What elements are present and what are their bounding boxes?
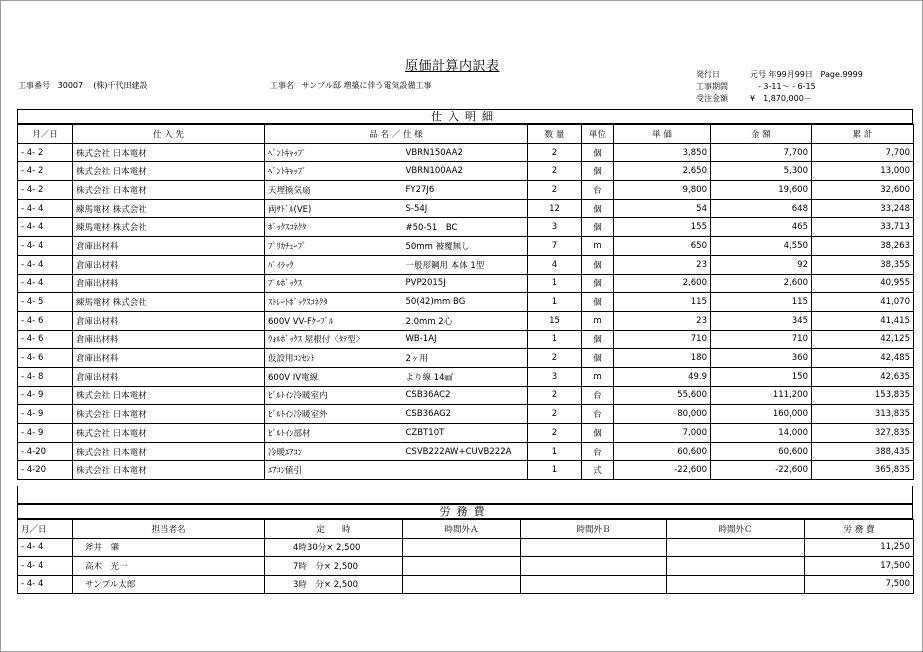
cell-unit: 個 bbox=[582, 199, 614, 218]
issue-date-row bbox=[696, 69, 720, 80]
cell-supplier: 練馬電材 株式会社 bbox=[73, 218, 265, 237]
labor-row bbox=[18, 575, 914, 594]
cell-supplier: 倉庫出材料 bbox=[73, 255, 265, 274]
purchase-row bbox=[18, 293, 914, 312]
cell-qty: 2 bbox=[528, 181, 582, 200]
cell-spec: VBRN150AA2 bbox=[403, 143, 528, 162]
job-no-label: 工事番号 bbox=[18, 81, 50, 90]
cell-qty: 3 bbox=[528, 218, 582, 237]
cell-amount: 4,550 bbox=[711, 237, 812, 256]
cell-qty: 2 bbox=[528, 386, 582, 405]
cell-price: 650 bbox=[614, 237, 711, 256]
cell-date: - 4- 8 bbox=[18, 367, 73, 386]
cell-date: - 4- 9 bbox=[18, 405, 73, 424]
cell-spec: CSB36AG2 bbox=[403, 405, 528, 424]
cell-amount: 345 bbox=[711, 311, 812, 330]
labor-cell-ot-b bbox=[521, 557, 667, 576]
labor-col-cost: 労 務 費 bbox=[805, 520, 914, 539]
cell-supplier: 株式会社 日本電材 bbox=[73, 143, 265, 162]
cell-spec: VBRN100AA2 bbox=[403, 162, 528, 181]
cell-supplier: 倉庫出材料 bbox=[73, 367, 265, 386]
cell-unit: 個 bbox=[582, 218, 614, 237]
cell-item: ﾋﾞﾙﾄｲﾝ冷暖室内 bbox=[265, 386, 403, 405]
cell-unit: 台 bbox=[582, 442, 614, 461]
cell-date: - 4- 4 bbox=[18, 237, 73, 256]
labor-cell-name: サンプル太郎 bbox=[73, 575, 265, 594]
labor-row bbox=[18, 538, 914, 557]
purchase-row bbox=[18, 386, 914, 405]
period-value: - 3-11～ - 6-15 bbox=[758, 82, 816, 91]
cell-total: 365,835 bbox=[812, 461, 914, 480]
labor-cell-regular: 3時 分× 2,500 bbox=[265, 575, 403, 594]
cell-date: - 4- 2 bbox=[18, 143, 73, 162]
cell-item: 冷暖ｴｱｺﾝ bbox=[265, 442, 403, 461]
col-header-price: 単 価 bbox=[614, 125, 711, 144]
cell-unit: 式 bbox=[582, 461, 614, 480]
cell-total: 33,248 bbox=[812, 199, 914, 218]
cell-amount: 150 bbox=[711, 367, 812, 386]
labor-cell-date: - 4- 4 bbox=[18, 538, 73, 557]
cell-amount: 465 bbox=[711, 218, 812, 237]
cell-date: - 4-20 bbox=[18, 442, 73, 461]
cell-date: - 4- 6 bbox=[18, 330, 73, 349]
cell-unit: 台 bbox=[582, 181, 614, 200]
cell-total: 42,125 bbox=[812, 330, 914, 349]
purchase-row bbox=[18, 405, 914, 424]
cell-total: 41,070 bbox=[812, 293, 914, 312]
cell-amount: 360 bbox=[711, 349, 812, 368]
purchase-row bbox=[18, 143, 914, 162]
cell-spec: WB-1AJ bbox=[403, 330, 528, 349]
cell-price: 3,850 bbox=[614, 143, 711, 162]
labor-cell-name: 高木 光一 bbox=[73, 557, 265, 576]
cell-supplier: 株式会社 日本電材 bbox=[73, 181, 265, 200]
job-name-block bbox=[270, 80, 431, 91]
labor-cell-ot-a bbox=[403, 575, 521, 594]
col-header-supplier: 仕 入 先 bbox=[73, 125, 265, 144]
labor-cell-ot-a bbox=[403, 557, 521, 576]
order-amount: ¥ 1,870,000－ bbox=[750, 94, 812, 103]
cell-spec: より線 14㎟ bbox=[403, 367, 528, 386]
purchase-row bbox=[18, 199, 914, 218]
cell-total: 38,355 bbox=[812, 255, 914, 274]
purchase-row bbox=[18, 181, 914, 200]
cell-date: - 4- 2 bbox=[18, 181, 73, 200]
cell-amount: 19,600 bbox=[711, 181, 812, 200]
col-header-qty: 数 量 bbox=[528, 125, 582, 144]
col-header-total: 累 計 bbox=[812, 125, 914, 144]
cell-spec: PVP2015J bbox=[403, 274, 528, 293]
labor-cell-regular: 7時 分× 2,500 bbox=[265, 557, 403, 576]
cell-supplier: 倉庫出材料 bbox=[73, 274, 265, 293]
document-title: 原価計算内訳表 bbox=[405, 59, 500, 74]
labor-section-title: 労務費 bbox=[17, 504, 913, 519]
cell-date: - 4- 6 bbox=[18, 311, 73, 330]
cell-unit: 個 bbox=[582, 255, 614, 274]
labor-col-ot-b: 時間外Ｂ bbox=[521, 520, 667, 539]
cell-price: 155 bbox=[614, 218, 711, 237]
cell-amount: 5,300 bbox=[711, 162, 812, 181]
cell-qty: 1 bbox=[528, 293, 582, 312]
col-header-item: 品 名 ／ 仕 様 bbox=[265, 125, 528, 144]
labor-cell-ot-a bbox=[403, 538, 521, 557]
cell-item: 天埋換気扇 bbox=[265, 181, 403, 200]
cell-amount: 648 bbox=[711, 199, 812, 218]
cell-total: 153,835 bbox=[812, 386, 914, 405]
cell-unit: m bbox=[582, 311, 614, 330]
cell-item: ﾌﾟﾙﾎﾞｯｸｽ bbox=[265, 274, 403, 293]
cell-supplier: 倉庫出材料 bbox=[73, 311, 265, 330]
cell-item: ﾍﾞﾝﾄｷｬｯﾌﾟ bbox=[265, 162, 403, 181]
purchases-section-title: 仕入明細 bbox=[17, 109, 913, 124]
cell-date: - 4- 4 bbox=[18, 218, 73, 237]
labor-cell-ot-b bbox=[521, 538, 667, 557]
cell-price: 710 bbox=[614, 330, 711, 349]
cell-spec: 一般形鋼用 本体 1型 bbox=[403, 255, 528, 274]
cell-price: 2,650 bbox=[614, 162, 711, 181]
cell-item: 仮設用ｺﾝｾﾝﾄ bbox=[265, 349, 403, 368]
purchase-header-row bbox=[18, 125, 914, 144]
cell-unit: 個 bbox=[582, 424, 614, 443]
col-header-date: 月／日 bbox=[18, 125, 73, 144]
labor-cell-date: - 4- 4 bbox=[18, 575, 73, 594]
cell-total: 38,263 bbox=[812, 237, 914, 256]
cell-spec: S-54J bbox=[403, 199, 528, 218]
issue-date: 元号 年99月99日 bbox=[750, 70, 813, 79]
cell-date: - 4- 5 bbox=[18, 293, 73, 312]
cell-item: ﾋﾞﾙﾄｲﾝ冷暖室外 bbox=[265, 405, 403, 424]
cell-total: 7,700 bbox=[812, 143, 914, 162]
cell-amount: 60,600 bbox=[711, 442, 812, 461]
cell-price: 54 bbox=[614, 199, 711, 218]
cell-spec: 50(42)mm BG bbox=[403, 293, 528, 312]
cell-supplier: 株式会社 日本電材 bbox=[73, 424, 265, 443]
cell-price: 55,600 bbox=[614, 386, 711, 405]
purchase-row bbox=[18, 442, 914, 461]
cell-qty: 7 bbox=[528, 237, 582, 256]
cell-qty: 12 bbox=[528, 199, 582, 218]
period-label: 工事期間 bbox=[696, 82, 728, 91]
cell-unit: 個 bbox=[582, 274, 614, 293]
cell-price: 2,600 bbox=[614, 274, 711, 293]
cell-qty: 2 bbox=[528, 349, 582, 368]
cell-total: 42,635 bbox=[812, 367, 914, 386]
cell-total: 33,713 bbox=[812, 218, 914, 237]
cell-unit: 個 bbox=[582, 330, 614, 349]
cell-unit: m bbox=[582, 367, 614, 386]
cell-spec: #50-51 BC bbox=[403, 218, 528, 237]
cell-total: 13,000 bbox=[812, 162, 914, 181]
cell-qty: 2 bbox=[528, 424, 582, 443]
purchase-table bbox=[17, 124, 914, 480]
labor-col-ot-a: 時間外Ａ bbox=[403, 520, 521, 539]
purchase-row bbox=[18, 218, 914, 237]
labor-cell-ot-c bbox=[667, 538, 805, 557]
cell-date: - 4- 6 bbox=[18, 349, 73, 368]
cell-qty: 2 bbox=[528, 162, 582, 181]
cell-item: ﾊﾟｲﾗｯｸ bbox=[265, 255, 403, 274]
cell-amount: 7,700 bbox=[711, 143, 812, 162]
labor-col-ot-c: 時間外Ｃ bbox=[667, 520, 805, 539]
client-name: (株)千代田建設 bbox=[93, 81, 148, 90]
cell-supplier: 株式会社 日本電材 bbox=[73, 162, 265, 181]
cell-unit: m bbox=[582, 237, 614, 256]
cell-qty: 2 bbox=[528, 143, 582, 162]
issue-date-label: 発行日 bbox=[696, 70, 720, 79]
labor-cell-date: - 4- 4 bbox=[18, 557, 73, 576]
cell-qty: 15 bbox=[528, 311, 582, 330]
cell-date: - 4- 9 bbox=[18, 424, 73, 443]
purchase-blank-row bbox=[17, 486, 913, 504]
purchase-row bbox=[18, 461, 914, 480]
cell-total: 42,485 bbox=[812, 349, 914, 368]
cell-item: 600V VV-Fｹｰﾌﾞﾙ bbox=[265, 311, 403, 330]
cell-total: 40,955 bbox=[812, 274, 914, 293]
cell-amount: -22,600 bbox=[711, 461, 812, 480]
issue-date-value-row bbox=[750, 69, 863, 80]
cell-item: 両ｻﾄﾞﾙ(VE) bbox=[265, 199, 403, 218]
purchase-row bbox=[18, 237, 914, 256]
cell-qty: 1 bbox=[528, 330, 582, 349]
cell-unit: 個 bbox=[582, 143, 614, 162]
job-name-label: 工事名 bbox=[270, 81, 294, 90]
purchase-row bbox=[18, 424, 914, 443]
purchase-row bbox=[18, 274, 914, 293]
cell-spec: CSVB222AW+CUVB222A bbox=[403, 442, 528, 461]
labor-cell-regular: 4時30分× 2,500 bbox=[265, 538, 403, 557]
cell-price: 80,000 bbox=[614, 405, 711, 424]
cell-unit: 個 bbox=[582, 162, 614, 181]
labor-cell-ot-c bbox=[667, 575, 805, 594]
cell-supplier: 練馬電材 株式会社 bbox=[73, 293, 265, 312]
cell-item: ﾌﾟﾘｶﾁｭｰﾌﾞ bbox=[265, 237, 403, 256]
cell-supplier: 株式会社 日本電材 bbox=[73, 405, 265, 424]
cell-qty: 1 bbox=[528, 274, 582, 293]
labor-header-row bbox=[18, 520, 914, 539]
cell-total: 32,600 bbox=[812, 181, 914, 200]
cell-unit: 台 bbox=[582, 386, 614, 405]
cell-spec bbox=[403, 461, 528, 480]
cell-amount: 710 bbox=[711, 330, 812, 349]
cell-supplier: 練馬電材 株式会社 bbox=[73, 199, 265, 218]
purchase-row bbox=[18, 349, 914, 368]
purchase-row bbox=[18, 162, 914, 181]
cell-price: 9,800 bbox=[614, 181, 711, 200]
cell-qty: 3 bbox=[528, 367, 582, 386]
cell-date: - 4- 2 bbox=[18, 162, 73, 181]
cell-amount: 115 bbox=[711, 293, 812, 312]
cell-item: ｴｱｺﾝ値引 bbox=[265, 461, 403, 480]
cell-price: 180 bbox=[614, 349, 711, 368]
labor-col-name: 担当者名 bbox=[73, 520, 265, 539]
cell-price: 7,000 bbox=[614, 424, 711, 443]
cell-total: 327,835 bbox=[812, 424, 914, 443]
labor-cell-cost: 11,250 bbox=[805, 538, 914, 557]
purchase-row bbox=[18, 255, 914, 274]
cell-unit: 個 bbox=[582, 293, 614, 312]
cell-price: -22,600 bbox=[614, 461, 711, 480]
cell-date: - 4-20 bbox=[18, 461, 73, 480]
cell-spec: 2ヶ用 bbox=[403, 349, 528, 368]
job-number-block bbox=[18, 80, 148, 91]
cell-supplier: 倉庫出材料 bbox=[73, 237, 265, 256]
cell-spec: FY27J6 bbox=[403, 181, 528, 200]
cell-total: 41,415 bbox=[812, 311, 914, 330]
cell-date: - 4- 4 bbox=[18, 274, 73, 293]
cell-price: 23 bbox=[614, 255, 711, 274]
cell-qty: 4 bbox=[528, 255, 582, 274]
cell-price: 60,600 bbox=[614, 442, 711, 461]
cell-date: - 4- 4 bbox=[18, 199, 73, 218]
labor-cell-ot-c bbox=[667, 557, 805, 576]
cell-item: 600V IV電線 bbox=[265, 367, 403, 386]
cell-spec: 50mm 被覆無し bbox=[403, 237, 528, 256]
cell-unit: 台 bbox=[582, 405, 614, 424]
page-number: Page.9999 bbox=[820, 70, 863, 79]
cell-price: 115 bbox=[614, 293, 711, 312]
cell-qty: 2 bbox=[528, 405, 582, 424]
cell-spec: CSB36AC2 bbox=[403, 386, 528, 405]
labor-table bbox=[17, 519, 914, 594]
labor-cell-name: 斧井 肇 bbox=[73, 538, 265, 557]
cell-amount: 92 bbox=[711, 255, 812, 274]
order-amount-label: 受注金額 bbox=[696, 94, 728, 103]
col-header-amount: 金 額 bbox=[711, 125, 812, 144]
labor-row bbox=[18, 557, 914, 576]
labor-col-date: 月／日 bbox=[18, 520, 73, 539]
cell-supplier: 倉庫出材料 bbox=[73, 330, 265, 349]
cell-date: - 4- 4 bbox=[18, 255, 73, 274]
col-header-unit: 単位 bbox=[582, 125, 614, 144]
cell-item: ｳｫﾙﾎﾞｯｸｽ 屋根付〈ﾀﾃ型〉 bbox=[265, 330, 403, 349]
labor-cell-cost: 17,500 bbox=[805, 557, 914, 576]
cell-supplier: 株式会社 日本電材 bbox=[73, 442, 265, 461]
cell-unit: 個 bbox=[582, 349, 614, 368]
cell-supplier: 株式会社 日本電材 bbox=[73, 386, 265, 405]
cell-supplier: 株式会社 日本電材 bbox=[73, 461, 265, 480]
cell-supplier: 倉庫出材料 bbox=[73, 349, 265, 368]
cell-item: ﾋﾞﾙﾄｲﾝ部材 bbox=[265, 424, 403, 443]
cell-qty: 1 bbox=[528, 442, 582, 461]
purchase-row bbox=[18, 311, 914, 330]
cell-spec: 2.0mm 2心 bbox=[403, 311, 528, 330]
cell-amount: 160,000 bbox=[711, 405, 812, 424]
labor-cell-ot-b bbox=[521, 575, 667, 594]
cell-amount: 111,200 bbox=[711, 386, 812, 405]
cell-amount: 2,600 bbox=[711, 274, 812, 293]
purchase-row bbox=[18, 367, 914, 386]
cell-item: ｽﾄﾚｰﾄﾎﾞｯｸｽｺﾈｸﾀ bbox=[265, 293, 403, 312]
cell-amount: 14,000 bbox=[711, 424, 812, 443]
cell-price: 23 bbox=[614, 311, 711, 330]
job-no: 30007 bbox=[57, 81, 84, 90]
labor-col-regular: 定 時 bbox=[265, 520, 403, 539]
cell-total: 313,835 bbox=[812, 405, 914, 424]
cell-item: ﾍﾞﾝﾄｷｬｯﾌﾟ bbox=[265, 143, 403, 162]
cell-item: ﾎﾞｯｸｽｺﾈｸﾀ bbox=[265, 218, 403, 237]
labor-cell-cost: 7,500 bbox=[805, 575, 914, 594]
cell-total: 388,435 bbox=[812, 442, 914, 461]
cell-spec: CZBT10T bbox=[403, 424, 528, 443]
cell-price: 49.9 bbox=[614, 367, 711, 386]
job-name: サンプル邸 増築に伴う電気設備工事 bbox=[301, 81, 432, 90]
purchase-row bbox=[18, 330, 914, 349]
cell-qty: 1 bbox=[528, 461, 582, 480]
cell-date: - 4- 9 bbox=[18, 386, 73, 405]
